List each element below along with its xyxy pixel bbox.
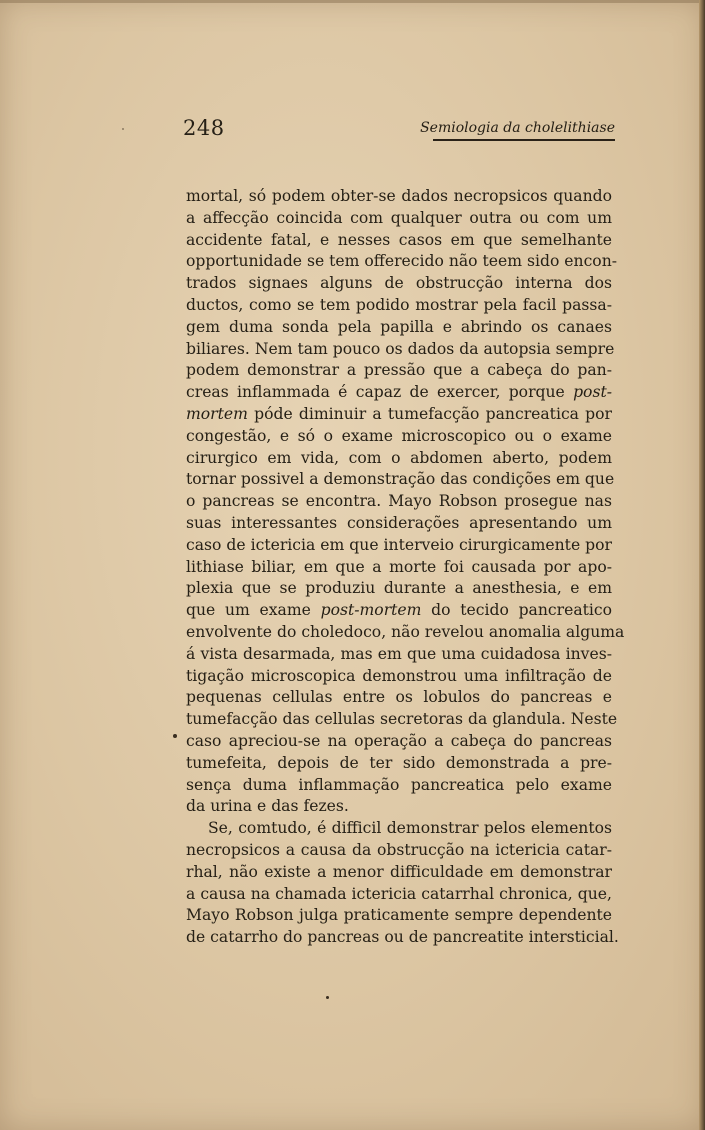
text-line [186,622,625,644]
text-line [186,448,612,470]
text-line [186,731,612,753]
text-segment: do tecido pancreatico [421,601,612,620]
running-head-rule [433,139,615,141]
text-segment: tornar possivel a demonstração das condições em que [186,470,615,489]
text-line [186,513,612,535]
text-line [186,578,612,600]
text-segment: o pancreas se encontra. Mayo Robson prosegue nas [186,492,612,511]
text-segment: tigação microscopica demonstrou uma infiltração de [186,666,612,685]
text-line [186,186,612,208]
text-line [186,251,618,273]
text-line [186,404,612,426]
text-line [186,295,612,317]
text-line [186,317,612,339]
text-segment: biliares. Nem tam pouco os dados da autopsia sempre [186,339,615,358]
text-segment: á vista desarmada, mas em que uma cuidadosa inves- [186,644,612,663]
page-binding-edge [699,0,705,1130]
text-line [186,796,612,818]
page-top-edge [0,0,705,3]
page-number: 248 [183,116,225,140]
italic-term: mortem [186,404,248,423]
text-line [186,557,612,579]
text-segment: caso apreciou-se na operação a cabeça do pancreas [186,731,612,750]
text-line [186,884,612,906]
ink-speck [326,996,329,999]
text-segment: tumefacção das cellulas secretoras da glandula. Neste [186,710,618,729]
text-line [186,273,612,295]
text-segment: opportunidade se tem offerecido não teem sido encon- [186,252,618,271]
text-line [186,208,612,230]
text-line [186,230,612,252]
text-segment: rhal, não existe a menor difficuldade em demonstrar [186,862,612,881]
text-segment: da urina e das fezes. [186,797,349,816]
text-segment: a affecção coincida com qualquer outra ou com um [186,208,612,227]
text-segment: caso de ictericia em que interveio cirurgicamente por [186,535,612,554]
page-header [183,112,615,146]
text-segment: plexia que se produziu durante a anesthesia, e em [186,579,612,598]
text-segment: Mayo Robson julga praticamente sempre dependente [186,906,612,925]
text-segment: que um exame [186,601,321,620]
text-line [186,491,612,513]
text-segment: creas inflammada é capaz de exercer, porque [186,383,574,402]
text-segment: congestão, e só o exame microscopico ou o exame [186,426,612,445]
text-line [186,360,612,382]
text-line [186,862,612,884]
text-segment: lithiase biliar, em que a morte foi causada por apo- [186,557,612,576]
text-line [186,775,612,797]
text-segment: tumefeita, depois de ter sido demonstrada a pre- [186,753,612,772]
text-segment: trados signaes alguns de obstrucção interna dos [186,274,612,293]
text-segment: envolvente do choledoco, não revelou anomalia alguma [186,622,625,641]
text-line [186,469,615,491]
ink-speck [122,128,124,130]
text-line [186,600,612,622]
text-segment: póde diminuir a tumefacção pancreatica por [247,404,612,423]
text-line [186,927,619,949]
text-line [186,840,612,862]
text-segment: accidente fatal, e nesses casos em que semelhante [186,230,612,249]
body-text [186,186,625,949]
text-segment: pequenas cellulas entre os lobulos do pancreas e [186,688,612,707]
text-line [186,644,612,666]
text-segment: cirurgico em vida, com o abdomen aberto, podem [186,448,612,467]
italic-term: post-mortem [320,601,422,620]
text-segment: mortal, só podem obter-se dados necropsicos quando [186,187,612,205]
running-head: Semiologia da cholelithiase [420,120,615,136]
text-line [186,687,612,709]
text-line [186,709,618,731]
text-segment: suas interessantes considerações apresentando um [186,513,612,532]
text-line [186,339,615,361]
text-segment: a causa na chamada ictericia catarrhal chronica, que, [186,884,612,903]
text-segment: gem duma sonda pela papilla e abrindo os canaes [186,317,612,336]
text-line [186,535,612,557]
italic-term: post- [573,383,612,402]
text-segment: ductos, como se tem podido mostrar pela facil passa- [186,295,612,314]
text-line [186,818,612,840]
text-segment: sença duma inflammação pancreatica pelo exame [186,775,612,794]
ink-speck [173,734,177,738]
text-segment: de catarrho do pancreas ou de pancreatite intersticial. [186,928,619,947]
text-segment: Se, comtudo, é difficil demonstrar pelos elementos [208,819,612,838]
text-line [186,666,612,688]
text-segment: podem demonstrar a pressão que a cabeça do pan- [186,361,612,380]
text-line [186,382,612,404]
text-line [186,905,612,927]
text-line [186,753,612,775]
text-line [186,426,612,448]
text-segment: necropsicos a causa da obstrucção na ictericia catar- [186,840,612,859]
